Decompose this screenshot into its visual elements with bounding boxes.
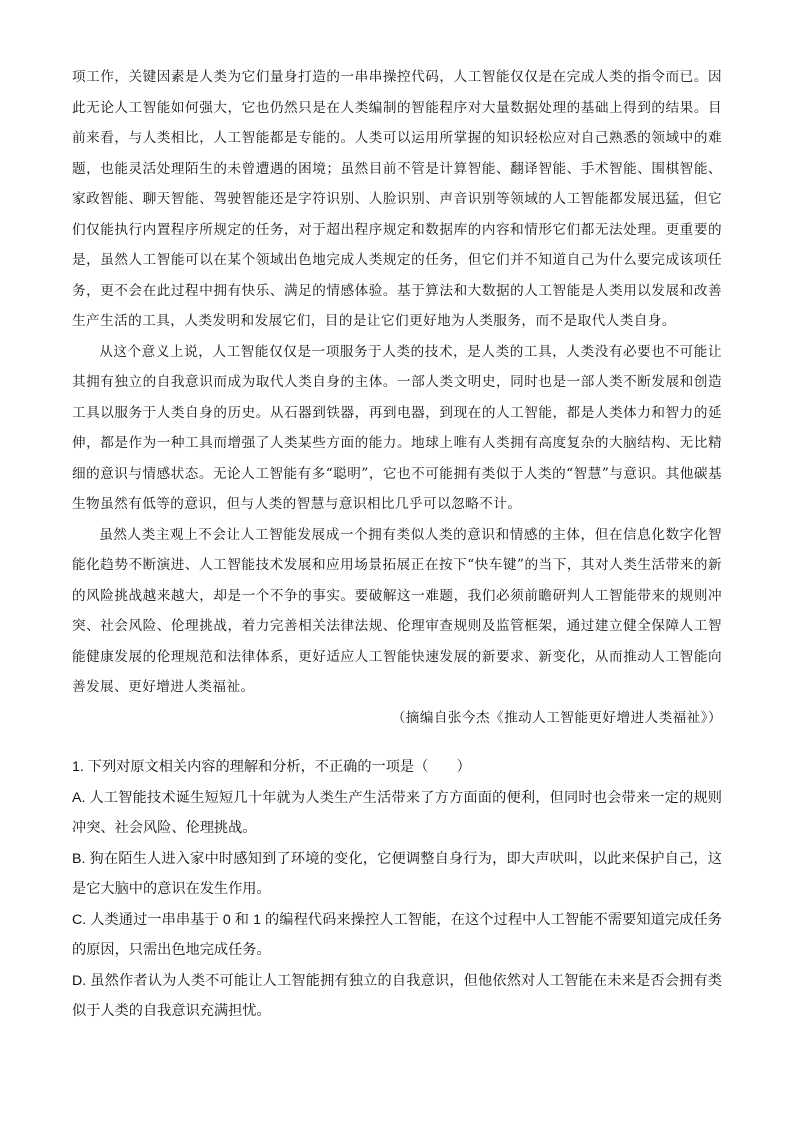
passage-paragraph-2: 从这个意义上说，人工智能仅仅是一项服务于人类的技术，是人类的工具，人类没有必要也不可能让其拥有独立的自我意识而成为取代人类自身的主体。一部人类文明史，同时也是一部人类不断发展和创造工具以服务于人类自身的历史。从石器到铁器，再到电器，到现在的人工智能，都是人类体力和智力的延伸，都是作为一种工具而增强了人类某些方面的能力。地球上唯有人类拥有高度复杂的大脑结构、无比精细的意识与情感状态。无论人工智能有多“聪明”，它也不可能拥有类似于人类的“智慧”与意识。其他碳基生物虽然有低等的意识，但与人类的智慧与意识相比几乎可以忽略不计。 <box>72 343 722 512</box>
passage-source: （摘编自张今杰《推动人工智能更好增进人类福祉》） <box>391 709 722 726</box>
option-a: A. 人工智能技术诞生短短几十年就为人类生产生活带来了方方面面的便利，但同时也会带来一定的规则冲突、社会风险、伦理挑战。 <box>72 789 722 836</box>
question-stem: 1. 下列对原文相关内容的理解和分析，不正确的一项是（ ） <box>72 759 471 775</box>
passage-paragraph-1: 项工作，关键因素是人类为它们量身打造的一串串操控代码，人工智能仅仅是在完成人类的指令而已。因此无论人工智能如何强大，它也仍然只是在人类编制的智能程序对大量数据处理的基础上得到的结果。目前来看，与人类相比，人工智能都是专能的。人类可以运用所掌握的知识轻松应对自己熟悉的领域中的难题，也能灵活处理陌生的未曾遭遇的困境；虽然目前不管是计算智能、翻译智能、手术智能、围棋智能、家政智能、聊天智能、驾驶智能还是字符识别、人脸识别、声音识别等领域的人工智能都发展迅猛，但它们仅能执行内置程序所规定的任务，对于超出程序规定和数据库的内容和情形它们都无法处理。更重要的是，虽然人工智能可以在某个领域出色地完成人类规定的任务，但它们并不知道自己为什么要完成该项任务，更不会在此过程中拥有快乐、满足的情感体验。基于算法和大数据的人工智能是人类用以发展和改善生产生活的工具，人类发明和发展它们，目的是让它们更好地为人类服务，而不是取代人类自身。 <box>72 69 722 329</box>
question-block <box>72 752 722 1027</box>
passage-paragraph-3: 虽然人类主观上不会让人工智能发展成一个拥有类似人类的意识和情感的主体，但在信息化数字化智能化趋势不断演进、人工智能技术发展和应用场景拓展正在按下“快车键”的当下，其对人类生活带来的新的风险挑战越来越大，却是一个不争的事实。要破解这一难题，我们必须前瞻研判人工智能带来的规则冲突、社会风险、伦理挑战，着力完善相关法律法规、伦理审查规则及监管框架，通过建立健全保障人工智能健康发展的伦理规范和法律体系，更好适应人工智能快速发展的新要求、新变化，从而推动人工智能向善发展、更好增进人类福祉。 <box>72 526 722 695</box>
option-c: C. 人类通过一串串基于 0 和 1 的编程代码来操控人工智能，在这个过程中人工智能不需要知道完成任务的原因，只需出色地完成任务。 <box>72 911 722 958</box>
reading-passage <box>72 62 722 733</box>
option-d: D. 虽然作者认为人类不可能让人工智能拥有独立的自我意识，但他依然对人工智能在未来是否会拥有类似于人类的自我意识充满担忧。 <box>72 972 722 1019</box>
option-b: B. 狗在陌生人进入家中时感知到了环境的变化，它便调整自身行为，即大声吠叫，以此来保护自己，这是它大脑中的意识在发生作用。 <box>72 850 722 897</box>
